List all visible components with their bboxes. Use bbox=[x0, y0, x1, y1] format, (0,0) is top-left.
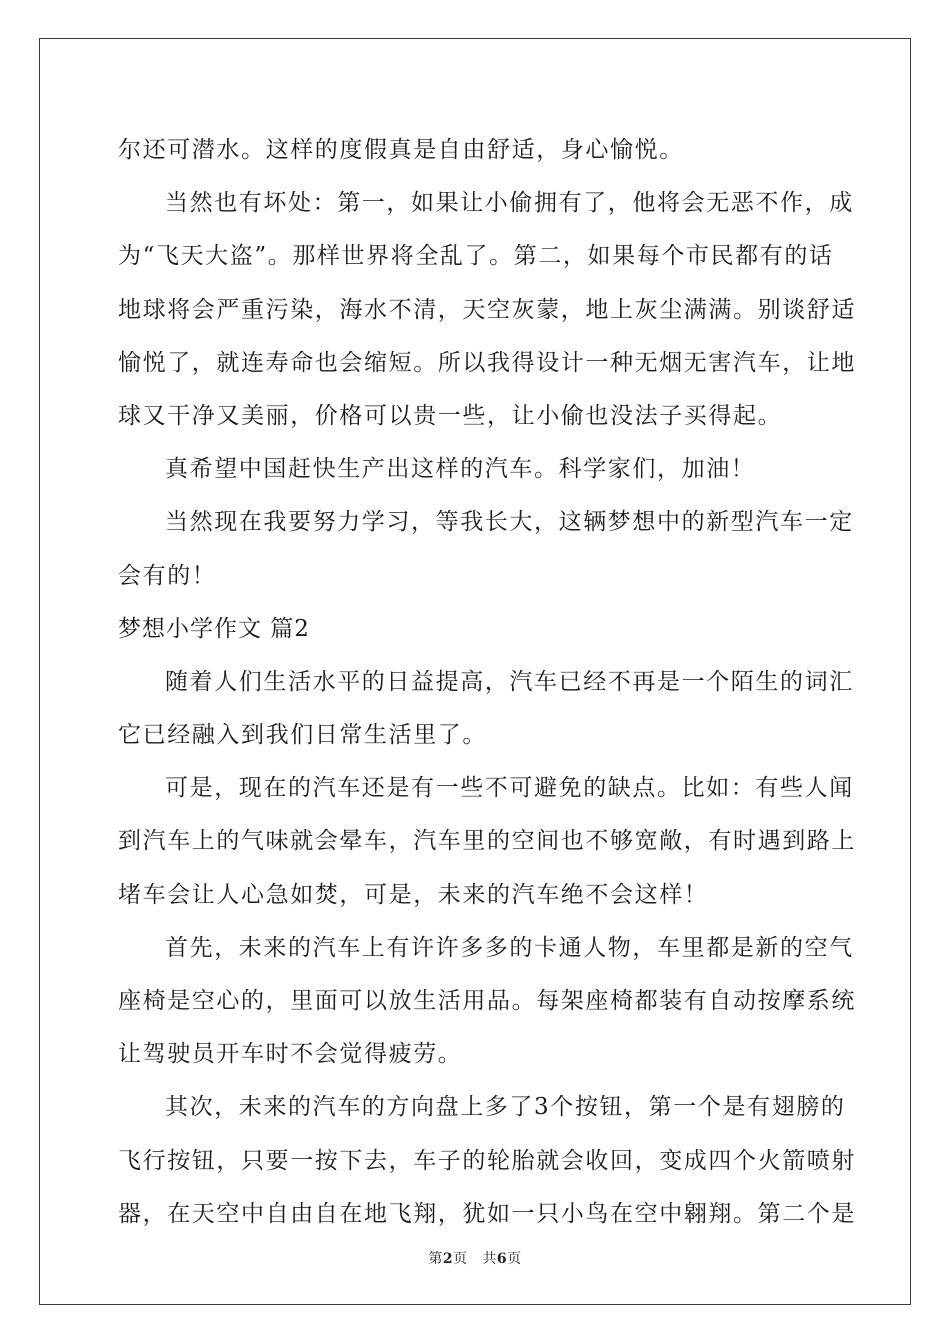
text-line: 到汽车上的气味就会晕车，汽车里的空间也不够宽敞，有时遇到路上 bbox=[118, 828, 856, 855]
text-line: 当然也有坏处：第一，如果让小偷拥有了，他将会无恶不作，成 bbox=[165, 190, 854, 217]
text-line: 尔还可潜水。这样的度假真是自由舒适，身心愉悦。 bbox=[118, 137, 684, 163]
page-number: 2 bbox=[442, 1251, 454, 1267]
text-line: 真希望中国赶快生产出这样的汽车。科学家们，加油！ bbox=[165, 456, 756, 483]
page-prefix: 第 bbox=[428, 1251, 443, 1267]
text-line: 器，在天空中自由自在地飞翔，犹如一只小鸟在空中翱翔。第二个是 bbox=[118, 1200, 856, 1227]
text-line: 为“飞天大盗”。那样世界将全乱了。第二，如果每个市民都有的话 bbox=[118, 243, 834, 270]
text-line: 首先，未来的汽车上有许许多多的卡通人物，车里都是新的空气 bbox=[165, 934, 854, 961]
text-line: 其次，未来的汽车的方向盘上多了3个按钮，第一个是有翅膀的 bbox=[165, 1094, 846, 1121]
section-heading: 梦想小学作文 篇2 bbox=[118, 615, 310, 642]
text-line: 当然现在我要努力学习，等我长大，这辆梦想中的新型汽车一定 bbox=[165, 509, 854, 536]
text-line: 随着人们生活水平的日益提高，汽车已经不再是一个陌生的词汇 bbox=[165, 668, 854, 695]
text-line: 它已经融入到我们日常生活里了。 bbox=[118, 722, 487, 749]
text-line: 堵车会让人心急如焚，可是，未来的汽车绝不会这样！ bbox=[118, 881, 709, 908]
text-line: 愉悦了，就连寿命也会缩短。所以我得设计一种无烟无害汽车，让地 bbox=[118, 349, 856, 376]
text-line: 飞行按钮，只要一按下去，车子的轮胎就会收回，变成四个火箭喷射 bbox=[118, 1147, 856, 1174]
total-prefix: 共 bbox=[482, 1251, 497, 1267]
text-line: 地球将会严重污染，海水不清，天空灰蒙，地上灰尘满满。别谈舒适 bbox=[118, 296, 856, 323]
text-line: 让驾驶员开车时不会觉得疲劳。 bbox=[118, 1041, 463, 1068]
text-line: 可是，现在的汽车还是有一些不可避免的缺点。比如：有些人闻 bbox=[165, 775, 854, 802]
text-line: 会有的！ bbox=[118, 562, 217, 589]
page-footer bbox=[0, 1248, 950, 1268]
text-line: 球又干净又美丽，价格可以贵一些，让小偷也没法子买得起。 bbox=[118, 402, 783, 429]
document-body bbox=[118, 124, 856, 1241]
page-suffix: 页 bbox=[453, 1251, 468, 1267]
total-pages: 6 bbox=[496, 1251, 508, 1267]
text-line: 座椅是空心的，里面可以放生活用品。每架座椅都装有自动按摩系统 bbox=[118, 988, 856, 1014]
total-suffix: 页 bbox=[507, 1251, 522, 1267]
